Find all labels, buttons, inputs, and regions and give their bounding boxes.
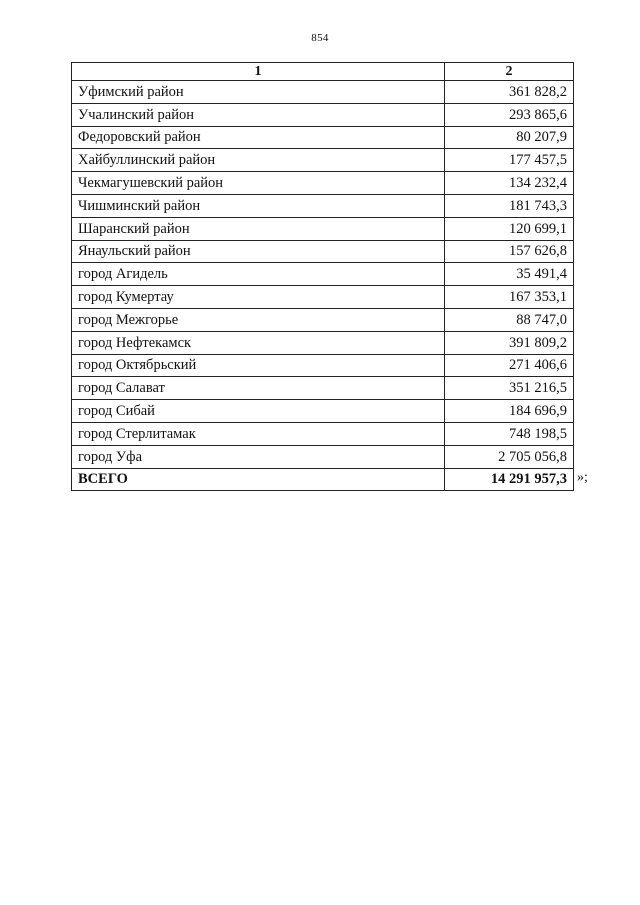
- table-row: [72, 377, 574, 400]
- row-name: Федоровский район: [72, 126, 445, 149]
- table-row: [72, 126, 574, 149]
- table-row: [72, 194, 574, 217]
- table-row: [72, 445, 574, 468]
- row-value: 184 696,9: [445, 400, 574, 423]
- row-value: 167 353,1: [445, 286, 574, 309]
- column-header-2: 2: [445, 63, 574, 81]
- row-name: Учалинский район: [72, 103, 445, 126]
- row-value: 2 705 056,8: [445, 445, 574, 468]
- table-row: [72, 217, 574, 240]
- table-row: [72, 240, 574, 263]
- column-header-1: 1: [72, 63, 445, 81]
- data-table: [71, 62, 574, 491]
- row-name: Чишминский район: [72, 194, 445, 217]
- page-number: 854: [311, 32, 329, 44]
- table-row: [72, 354, 574, 377]
- table-row: [72, 422, 574, 445]
- row-name: город Стерлитамак: [72, 422, 445, 445]
- table-row: [72, 400, 574, 423]
- row-name: Уфимский район: [72, 81, 445, 104]
- total-value: 14 291 957,3: [445, 468, 574, 491]
- row-value: 271 406,6: [445, 354, 574, 377]
- row-value: 88 747,0: [445, 308, 574, 331]
- row-name: город Сибай: [72, 400, 445, 423]
- table-row: [72, 331, 574, 354]
- row-name: Чекмагушевский район: [72, 172, 445, 195]
- row-value: 361 828,2: [445, 81, 574, 104]
- row-value: 35 491,4: [445, 263, 574, 286]
- table-row: [72, 286, 574, 309]
- table-row: [72, 172, 574, 195]
- row-name: Шаранский район: [72, 217, 445, 240]
- total-row: [72, 468, 574, 491]
- row-value: 157 626,8: [445, 240, 574, 263]
- row-value: 748 198,5: [445, 422, 574, 445]
- row-name: город Октябрьский: [72, 354, 445, 377]
- row-name: город Нефтекамск: [72, 331, 445, 354]
- row-name: Янаульский район: [72, 240, 445, 263]
- row-value: 391 809,2: [445, 331, 574, 354]
- row-name: город Межгорье: [72, 308, 445, 331]
- row-name: город Уфа: [72, 445, 445, 468]
- row-value: 120 699,1: [445, 217, 574, 240]
- total-label: ВСЕГО: [72, 468, 445, 491]
- row-name: город Салават: [72, 377, 445, 400]
- table-row: [72, 308, 574, 331]
- row-name: город Агидель: [72, 263, 445, 286]
- closing-quote-mark: »;: [577, 470, 588, 485]
- row-value: 293 865,6: [445, 103, 574, 126]
- row-value: 177 457,5: [445, 149, 574, 172]
- row-name: Хайбуллинский район: [72, 149, 445, 172]
- row-value: 351 216,5: [445, 377, 574, 400]
- table-row: [72, 103, 574, 126]
- table-header-row: [72, 63, 574, 81]
- row-value: 80 207,9: [445, 126, 574, 149]
- table-row: [72, 263, 574, 286]
- row-value: 181 743,3: [445, 194, 574, 217]
- table-row: [72, 81, 574, 104]
- row-value: 134 232,4: [445, 172, 574, 195]
- table-row: [72, 149, 574, 172]
- row-name: город Кумертау: [72, 286, 445, 309]
